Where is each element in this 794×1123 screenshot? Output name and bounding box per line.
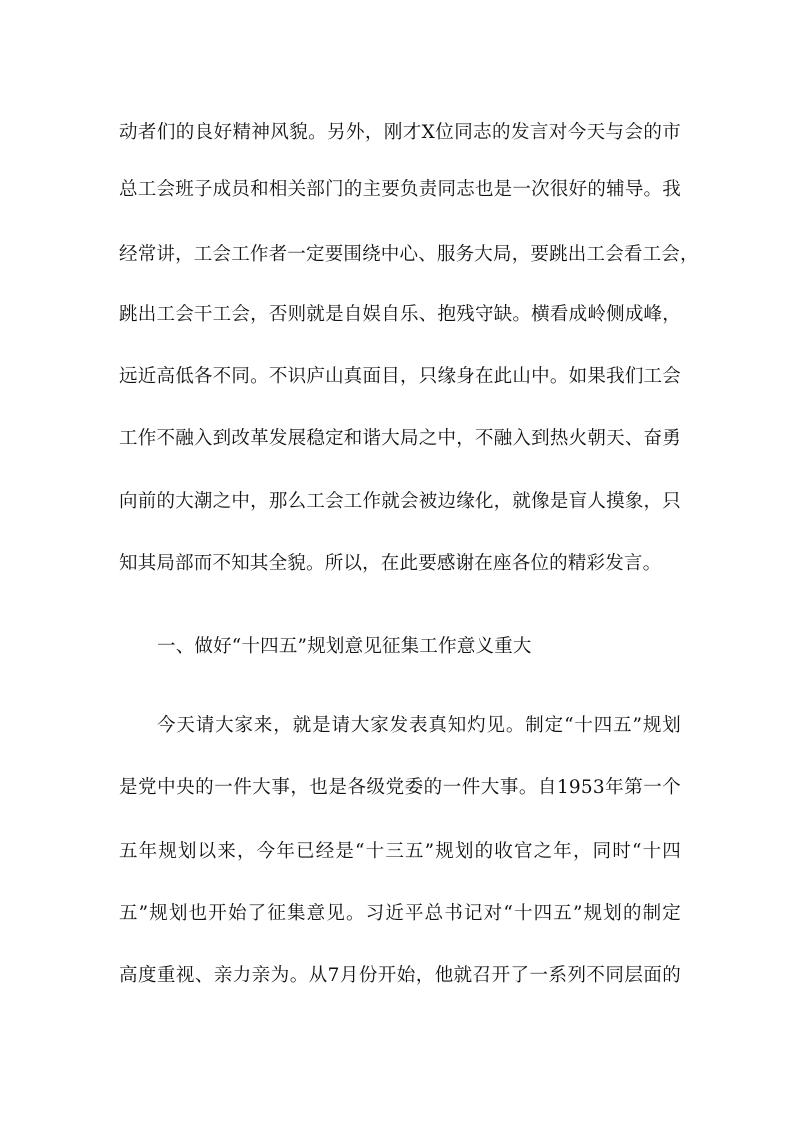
paragraph-line: 向前的大潮之中，那么工会工作就会被边缘化，就像是盲人摸象，只 [119, 491, 681, 512]
paragraph-line: 总工会班子成员和相关部门的主要负责同志也是一次很好的辅导。我 [119, 179, 681, 200]
paragraph-line: 五”规划也开始了征集意见。习近平总书记对“十四五”规划的制定 [119, 903, 681, 924]
paragraph-line: 远近高低各不同。不识庐山真面目，只缘身在此山中。如果我们工会 [119, 366, 681, 387]
section-heading: 一、做好“十四五”规划意见征集工作意义重大 [157, 636, 532, 657]
paragraph-line: 高度重视、亲力亲为。从7月份开始，他就召开了一系列不同层面的 [119, 965, 681, 986]
paragraph-line: 跳出工会干工会，否则就是自娱自乐、抱残守缺。横看成岭侧成峰， [119, 304, 681, 325]
paragraph-line: 工作不融入到改革发展稳定和谐大局之中，不融入到热火朝天、奋勇 [119, 428, 681, 449]
paragraph-line: 经常讲，工会工作者一定要围绕中心、服务大局，要跳出工会看工会， [119, 244, 699, 265]
paragraph-line: 知其局部而不知其全貌。所以，在此要感谢在座各位的精彩发言。 [119, 553, 662, 574]
paragraph-line: 今天请大家来，就是请大家发表真知灼见。制定“十四五”规划 [157, 715, 681, 736]
paragraph-line: 五年规划以来，今年已经是“十三五”规划的收官之年，同时“十四 [119, 841, 681, 862]
paragraph-line: 是党中央的一件大事，也是各级党委的一件大事。自1953年第一个 [119, 777, 681, 798]
paragraph-line: 动者们的良好精神风貌。另外，刚才X位同志的发言对今天与会的市 [119, 122, 681, 143]
